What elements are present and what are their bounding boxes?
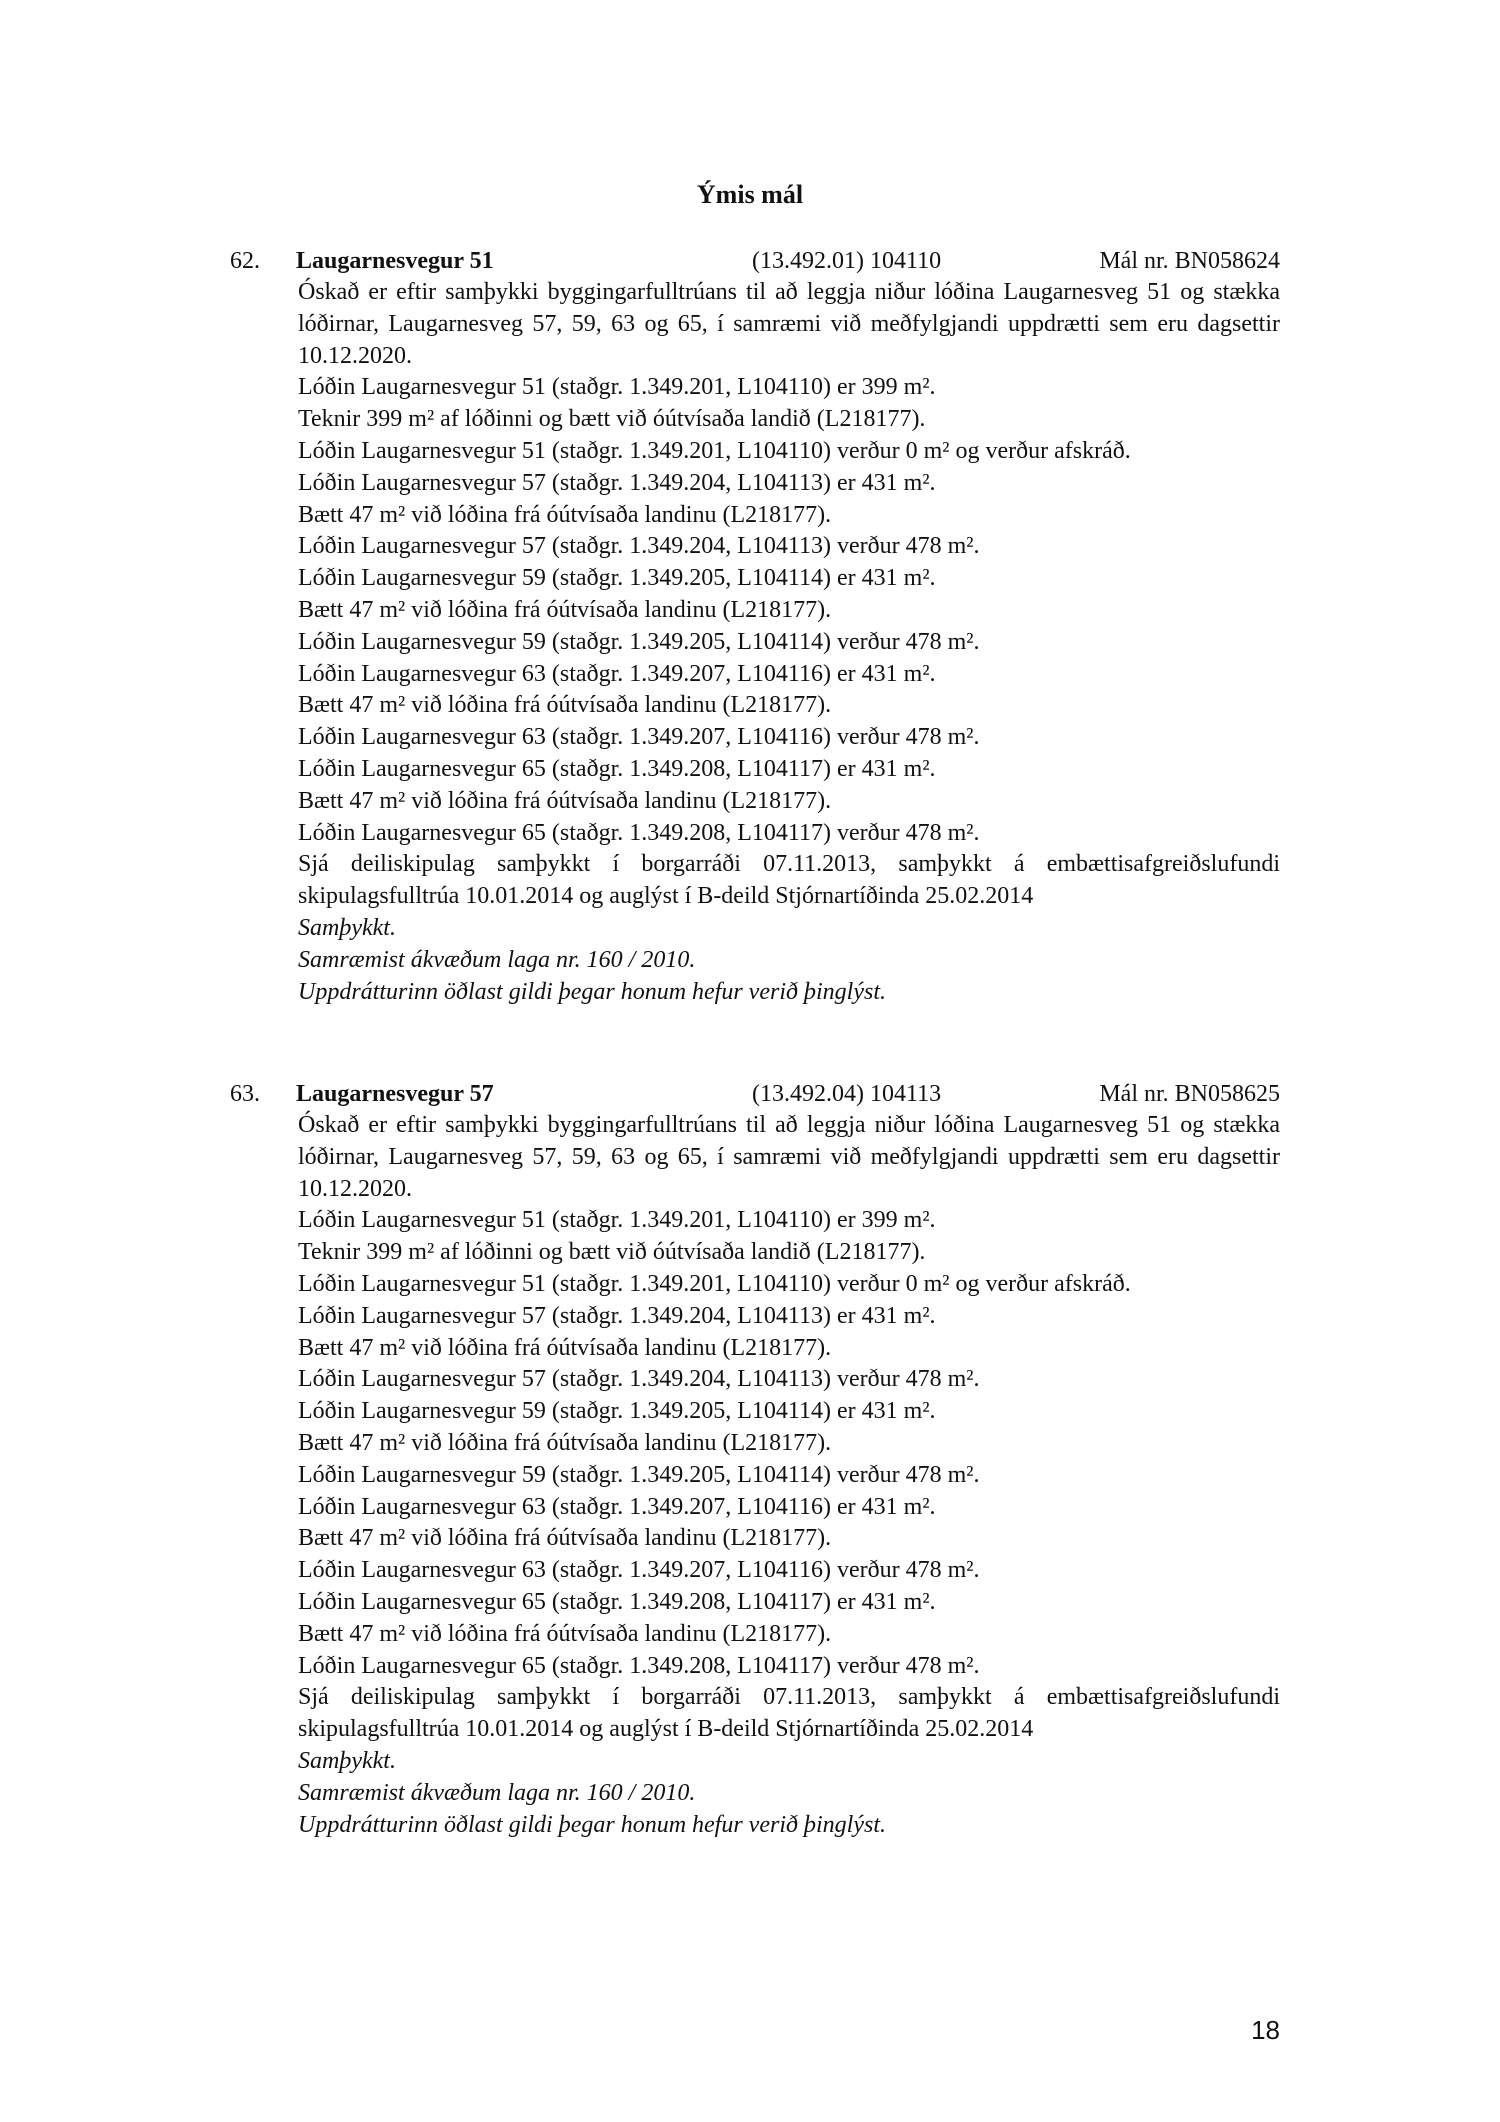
validity-note: Uppdrátturinn öðlast gildi þegar honum hefur verið þinglýst. <box>298 1811 886 1838</box>
lot-line: Bætt 47 m² við lóðina frá óútvísaða landinu (L218177). <box>298 1525 832 1552</box>
case-body <box>298 277 1280 1008</box>
law-note: Samræmist ákvæðum laga nr. 160 / 2010. <box>298 1779 696 1806</box>
law-note: Samræmist ákvæðum laga nr. 160 / 2010. <box>298 946 696 973</box>
case-item <box>230 245 1280 1008</box>
lot-line: Lóðin Laugarnesvegur 51 (staðgr. 1.349.201, L104110) er 399 m². <box>298 374 936 401</box>
case-id: Mál nr. BN058625 <box>1099 1081 1280 1107</box>
case-address: Laugarnesvegur 51 <box>296 248 494 274</box>
decision: Samþykkt. <box>298 914 396 941</box>
case-id: Mál nr. BN058624 <box>1099 248 1280 274</box>
plan-note: Sjá deiliskipulag samþykkt í borgarráði 07.11.2013, samþykkt á embættisafgreiðslufundi skipulagsfulltrúa 10.01.2014 og auglýst í B-deild Stjórnartíðinda 25.02.2014 <box>298 851 1280 910</box>
page-number: 18 <box>1251 2015 1280 2045</box>
case-description: Óskað er eftir samþykki byggingarfulltrúans til að leggja niður lóðina Laugarnesveg 51 og stækka lóðirnar, Laugarnesveg 57, 59, 63 og 65, í samræmi við meðfylgjandi uppdrætti sem eru dagsettir 10.12.2020. <box>298 279 1280 369</box>
lot-line: Lóðin Laugarnesvegur 65 (staðgr. 1.349.208, L104117) verður 478 m². <box>298 819 980 846</box>
lot-line: Bætt 47 m² við lóðina frá óútvísaða landinu (L218177). <box>298 692 832 719</box>
lot-line: Lóðin Laugarnesvegur 63 (staðgr. 1.349.207, L104116) verður 478 m². <box>298 724 980 751</box>
case-address: Laugarnesvegur 57 <box>296 1081 494 1107</box>
lot-line: Bætt 47 m² við lóðina frá óútvísaða landinu (L218177). <box>298 1429 832 1456</box>
decision: Samþykkt. <box>298 1747 396 1774</box>
lot-line: Bætt 47 m² við lóðina frá óútvísaða landinu (L218177). <box>298 1620 832 1647</box>
validity-note: Uppdrátturinn öðlast gildi þegar honum hefur verið þinglýst. <box>298 978 886 1005</box>
case-number-index: 63. <box>230 1081 260 1107</box>
lot-line: Lóðin Laugarnesvegur 51 (staðgr. 1.349.201, L104110) verður 0 m² og verður afskráð. <box>298 1270 1131 1297</box>
lot-line: Bætt 47 m² við lóðina frá óútvísaða landinu (L218177). <box>298 787 832 814</box>
case-description: Óskað er eftir samþykki byggingarfulltrúans til að leggja niður lóðina Laugarnesveg 51 og stækka lóðirnar, Laugarnesveg 57, 59, 63 og 65, í samræmi við meðfylgjandi uppdrætti sem eru dagsettir 10.12.2020. <box>298 1112 1280 1202</box>
lot-line: Lóðin Laugarnesvegur 63 (staðgr. 1.349.207, L104116) verður 478 m². <box>298 1557 980 1584</box>
lot-line: Lóðin Laugarnesvegur 57 (staðgr. 1.349.204, L104113) verður 478 m². <box>298 1366 980 1393</box>
lot-line: Lóðin Laugarnesvegur 59 (staðgr. 1.349.205, L104114) verður 478 m². <box>298 1461 980 1488</box>
lot-line: Bætt 47 m² við lóðina frá óútvísaða landinu (L218177). <box>298 501 832 528</box>
page-heading: Ýmis mál <box>696 180 804 209</box>
lot-line: Lóðin Laugarnesvegur 59 (staðgr. 1.349.205, L104114) verður 478 m². <box>298 628 980 655</box>
lot-line: Lóðin Laugarnesvegur 65 (staðgr. 1.349.208, L104117) er 431 m². <box>298 755 936 782</box>
lot-line: Bætt 47 m² við lóðina frá óútvísaða landinu (L218177). <box>298 1334 832 1361</box>
case-item <box>230 1078 1280 1841</box>
case-reference: (13.492.04) 104113 <box>752 1081 942 1107</box>
lot-line: Bætt 47 m² við lóðina frá óútvísaða landinu (L218177). <box>298 596 832 623</box>
lot-line: Lóðin Laugarnesvegur 65 (staðgr. 1.349.208, L104117) verður 478 m². <box>298 1652 980 1679</box>
lot-line: Lóðin Laugarnesvegur 51 (staðgr. 1.349.201, L104110) verður 0 m² og verður afskráð. <box>298 437 1131 464</box>
lot-line: Lóðin Laugarnesvegur 59 (staðgr. 1.349.205, L104114) er 431 m². <box>298 565 936 592</box>
lot-line: Lóðin Laugarnesvegur 57 (staðgr. 1.349.204, L104113) er 431 m². <box>298 1302 936 1329</box>
lot-line: Lóðin Laugarnesvegur 57 (staðgr. 1.349.204, L104113) er 431 m². <box>298 469 936 496</box>
lot-line: Lóðin Laugarnesvegur 65 (staðgr. 1.349.208, L104117) er 431 m². <box>298 1588 936 1615</box>
lot-line: Lóðin Laugarnesvegur 63 (staðgr. 1.349.207, L104116) er 431 m². <box>298 660 936 687</box>
plan-note: Sjá deiliskipulag samþykkt í borgarráði 07.11.2013, samþykkt á embættisafgreiðslufundi skipulagsfulltrúa 10.01.2014 og auglýst í B-deild Stjórnartíðinda 25.02.2014 <box>298 1684 1280 1743</box>
case-header <box>230 245 1280 277</box>
lot-line: Lóðin Laugarnesvegur 63 (staðgr. 1.349.207, L104116) er 431 m². <box>298 1493 936 1520</box>
case-header <box>230 1078 1280 1110</box>
case-reference: (13.492.01) 104110 <box>752 248 942 274</box>
lot-line: Teknir 399 m² af lóðinni og bætt við óútvísaða landið (L218177). <box>298 1239 926 1266</box>
case-body <box>298 1110 1280 1841</box>
lot-line: Teknir 399 m² af lóðinni og bætt við óútvísaða landið (L218177). <box>298 406 926 433</box>
case-number-index: 62. <box>230 248 260 274</box>
lot-line: Lóðin Laugarnesvegur 57 (staðgr. 1.349.204, L104113) verður 478 m². <box>298 533 980 560</box>
lot-line: Lóðin Laugarnesvegur 59 (staðgr. 1.349.205, L104114) er 431 m². <box>298 1398 936 1425</box>
lot-line: Lóðin Laugarnesvegur 51 (staðgr. 1.349.201, L104110) er 399 m². <box>298 1207 936 1234</box>
